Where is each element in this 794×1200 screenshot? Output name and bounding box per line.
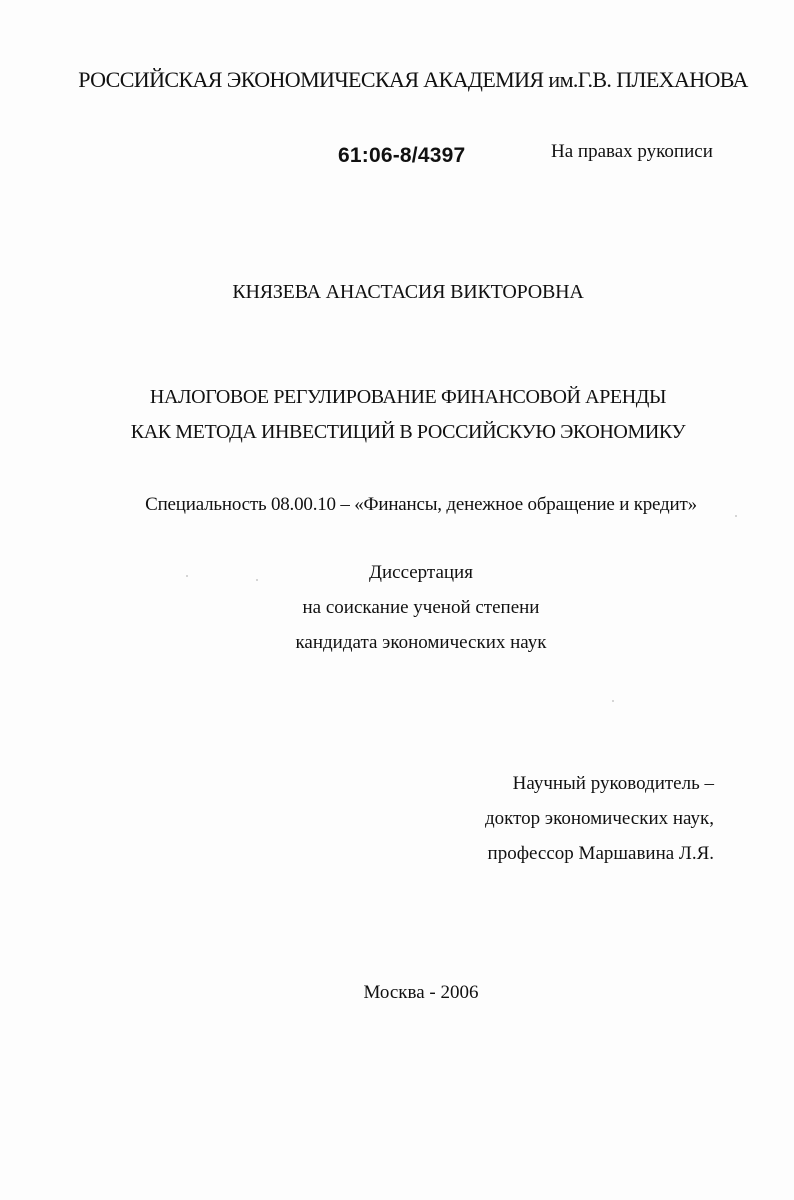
specialty-line: Специальность 08.00.10 – «Финансы, денежное обращение и кредит» <box>145 494 697 515</box>
rights-note: На правах рукописи <box>551 141 713 162</box>
scan-speck <box>256 579 258 581</box>
catalog-number: 61:06-8/4397 <box>338 144 466 167</box>
dissertation-line-2: на соискание ученой степени <box>302 597 540 618</box>
place-year: Москва - 2006 <box>363 982 479 1003</box>
thesis-title-line-1: НАЛОГОВОЕ РЕГУЛИРОВАНИЕ ФИНАНСОВОЙ АРЕНДЫ <box>149 386 667 408</box>
dissertation-line-1: Диссертация <box>369 562 473 583</box>
advisor-line-3: профессор Маршавина Л.Я. <box>487 843 714 864</box>
institution-heading: РОССИЙСКАЯ ЭКОНОМИЧЕСКАЯ АКАДЕМИЯ им.Г.В. ПЛЕХАНОВА <box>78 67 748 92</box>
author-name: КНЯЗЕВА АНАСТАСИЯ ВИКТОРОВНА <box>232 281 584 303</box>
advisor-line-2: доктор экономических наук, <box>484 808 714 829</box>
thesis-title-line-2: КАК МЕТОДА ИНВЕСТИЦИЙ В РОССИЙСКУЮ ЭКОНОМИКУ <box>130 421 686 443</box>
scan-speck <box>735 515 737 517</box>
dissertation-line-3: кандидата экономических наук <box>295 632 547 653</box>
scan-speck <box>186 575 188 577</box>
advisor-line-1: Научный руководитель – <box>512 773 714 794</box>
scan-speck <box>612 700 614 702</box>
